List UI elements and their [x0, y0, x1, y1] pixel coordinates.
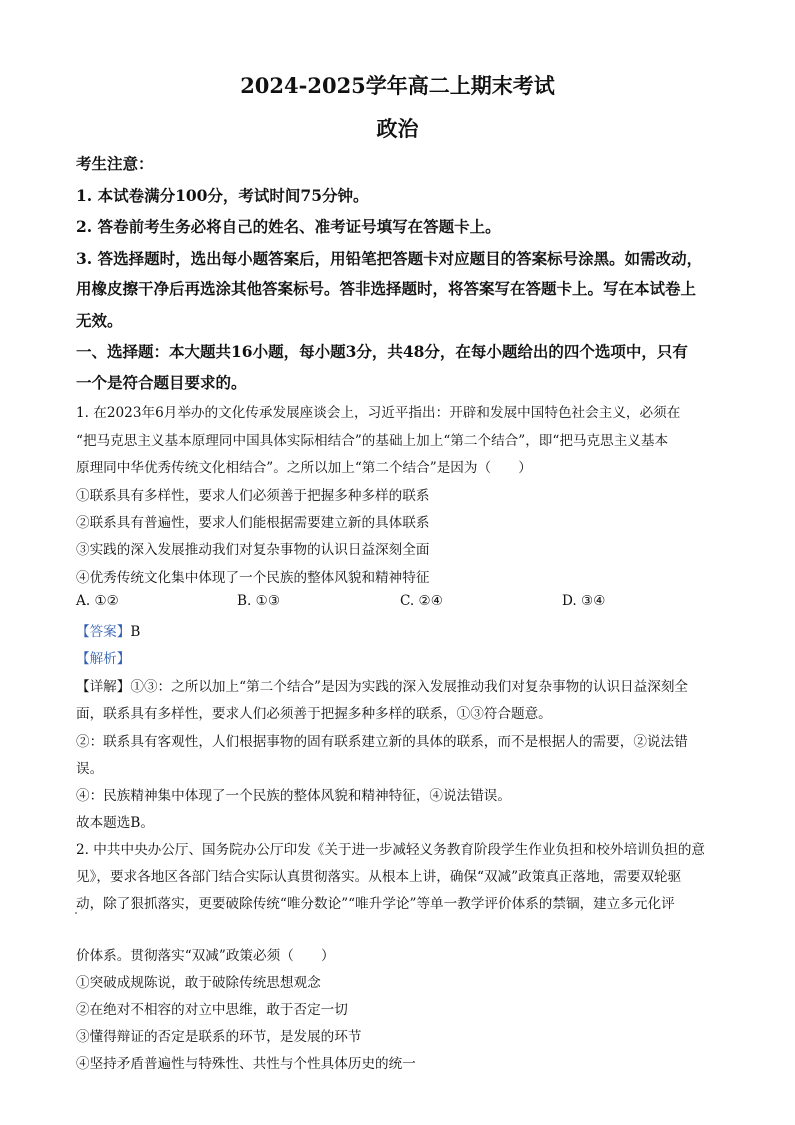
page-mark-dot — [75, 912, 77, 914]
q1-detail-line3: ②：联系具有客观性，人们根据事物的固有联系建立新的具体的联系，而不是根据人的需要，②说法错 — [76, 734, 688, 750]
q2-statement-1: ①突破成规陈说，敢于破除传统思想观念 — [76, 975, 321, 991]
q2-stem-line1: 2. 中共中央办公厅、国务院办公厅印发《关于进一步减轻义务教育阶段学生作业负担和校外培训负担的意 — [76, 842, 706, 858]
q1-option-b: B. ①③ — [237, 593, 281, 609]
answer-tag: 【答案】 — [76, 624, 131, 640]
notice-heading: 考生注意： — [76, 154, 154, 173]
q1-stem-line2: “把马克思主义基本原理同中国具体实际相结合”的基础上加上“第二个结合”，即“把马克思主义基本 — [76, 433, 669, 449]
q1-detail-line6: 故本题选B。 — [76, 815, 154, 831]
q1-detail-line5: ④：民族精神集中体现了一个民族的整体风貌和精神特征，④说法错误。 — [76, 788, 511, 804]
notice-item-1: 1. 本试卷满分100分，考试时间75分钟。 — [76, 186, 369, 205]
q1-statement-2: ②联系具有普遍性，要求人们能根据需要建立新的具体联系 — [76, 515, 430, 531]
q1-options — [76, 593, 726, 613]
q1-statement-1: ①联系具有多样性，要求人们必须善于把握多种多样的联系 — [76, 488, 430, 504]
answer-value: B — [130, 624, 141, 640]
q1-statement-4: ④优秀传统文化集中体现了一个民族的整体风貌和精神特征 — [76, 570, 430, 586]
q1-detail-line2: 面，联系具有多样性，要求人们必须善于把握多种多样的联系，①③符合题意。 — [76, 706, 552, 722]
notice-item-3-cont: 用橡皮擦干净后再选涂其他答案标号。答非选择题时，将答案写在答题卡上。写在本试卷上 — [76, 279, 697, 298]
q1-stem-line3: 原理同中华优秀传统文化相结合”。之所以加上“第二个结合”是因为（ ） — [76, 460, 532, 476]
q2-statement-4: ④坚持矛盾普遍性与特殊性、共性与个性具体历史的统一 — [76, 1056, 416, 1072]
q1-option-a: A. ①② — [76, 593, 119, 609]
subject-title: 政治 — [376, 116, 419, 141]
q2-stem-line3: 动，除了狠抓落实，更要破除传统“唯分数论”“唯升学论”等单一教学评价体系的禁锢，建立多元化评 — [76, 896, 675, 912]
q1-statement-3: ③实践的深入发展推动我们对复杂事物的认识日益深刻全面 — [76, 542, 430, 558]
notice-item-2: 2. 答卷前考生务必将自己的姓名、准考证号填写在答题卡上。 — [76, 217, 501, 236]
q1-option-d: D. ③④ — [562, 593, 606, 609]
notice-item-3-end: 无效。 — [76, 311, 123, 330]
notice-item-3: 3. 答选择题时，选出每小题答案后，用铅笔把答题卡对应题目的答案标号涂黑。如需改动， — [76, 249, 703, 268]
section-heading-line1: 一、选择题：本大题共16小题，每小题3分，共48分，在每小题给出的四个选项中，只有 — [76, 342, 688, 361]
q2-stem-line2: 见》，要求各地区各部门结合实际认真贯彻落实。从根本上讲，确保“双减”政策真正落地，需要双轮驱 — [76, 869, 682, 885]
q2-statement-3: ③懂得辩证的否定是联系的环节，是发展的环节 — [76, 1029, 362, 1045]
q1-answer — [76, 620, 726, 640]
q1-detail-line1: 【详解】①③：之所以加上“第二个结合”是因为实践的深入发展推动我们对复杂事物的认识日益深刻全 — [76, 679, 689, 695]
section-heading-line2: 一个是符合题目要求的。 — [76, 373, 247, 392]
q1-option-c: C. ②④ — [400, 593, 443, 609]
exam-title: 2024-2025学年高二上期末考试 — [240, 73, 555, 98]
q1-stem-line1: 1. 在2023年6月举办的文化传承发展座谈会上，习近平指出：开辟和发展中国特色社会主义，必须在 — [76, 405, 681, 421]
q2-stem-line4: 价体系。贯彻落实“双减”政策必须（ ） — [76, 948, 335, 964]
analysis-tag: 【解析】 — [76, 651, 131, 667]
q2-statement-2: ②在绝对不相容的对立中思维，敢于否定一切 — [76, 1002, 348, 1018]
q1-detail-line4: 误。 — [76, 761, 104, 777]
